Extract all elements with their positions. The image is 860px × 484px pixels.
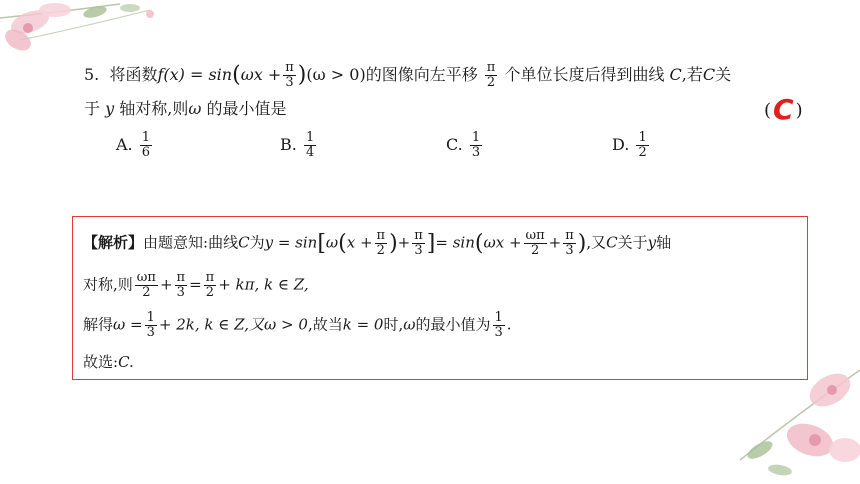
axis-symbol: y — [105, 99, 115, 118]
option-b[interactable]: B. $\frac{1}{4}$ — [280, 130, 315, 160]
option-d[interactable]: D. $\frac{1}{2}$ — [612, 130, 647, 160]
curve-symbol: C — [702, 65, 716, 84]
function-expr: f(x) = sin — [157, 65, 233, 84]
question-line-2 — [84, 92, 287, 126]
question-text: 于 — [84, 99, 101, 118]
question-text: 的图像向左平移 — [365, 65, 478, 84]
omega-condition: (ω > 0) — [306, 65, 366, 84]
question-text: 关 — [715, 65, 732, 84]
question-text: 将函数 — [109, 65, 158, 84]
question-number: 5. — [84, 65, 100, 84]
solution-line-3: 解得ω = $\frac{1}{3}$ + 2k, k ∈ Z,又ω > 0,故当k = 0时,ω的最小值为 $\frac{1}{3}$ . — [83, 310, 512, 340]
solution-line-2: 对称,则 $\frac{\omega\pi}{2}$ + $\frac{\pi}{3}$ = $\frac{\pi}{2}$ + kπ, k ∈ Z, — [83, 270, 309, 300]
omega-symbol: ω — [188, 99, 202, 118]
question-text: 个单位长度后得到曲线 — [504, 65, 665, 84]
solution-box — [72, 216, 808, 380]
option-a[interactable]: A. $\frac{1}{6}$ — [116, 130, 151, 160]
option-c[interactable]: C. $\frac{1}{3}$ — [446, 130, 481, 160]
curve-symbol: C — [669, 65, 682, 84]
solution-line-1: 【解析】由题意知:曲线C为y = sin[ω(x + $\frac{\pi}{2}$ )+ $\frac{\pi}{3}$ ]= sin(ωx + $\frac{\omega\pi}{2}$ + $\frac{\pi}{3}$ ),又C关于y轴 — [83, 228, 672, 258]
solution-line-4: 故选:C. — [83, 353, 134, 371]
question-text: ,若 — [681, 65, 703, 84]
function-arg: ωx + — [240, 65, 282, 84]
question-text: 轴对称,则 — [119, 99, 189, 118]
question-line-1: 5. 将函数f(x) = sin(ωx + $\frac{\pi}{3}$ )(ω > 0)的图像向左平移 $\frac{\pi}{2}$ 个单位长度后得到曲线 C,若C关 — [84, 60, 732, 90]
fraction-pi-2: $\frac{\pi}{2}$ — [486, 60, 496, 90]
fraction-pi-3: $\frac{\pi}{3}$ — [285, 60, 294, 90]
handwritten-answer: C — [773, 93, 794, 126]
question-text: 的最小值是 — [206, 99, 287, 118]
solution-tag: 【解析】 — [83, 233, 144, 252]
answer-slot: (C ) — [764, 93, 803, 126]
